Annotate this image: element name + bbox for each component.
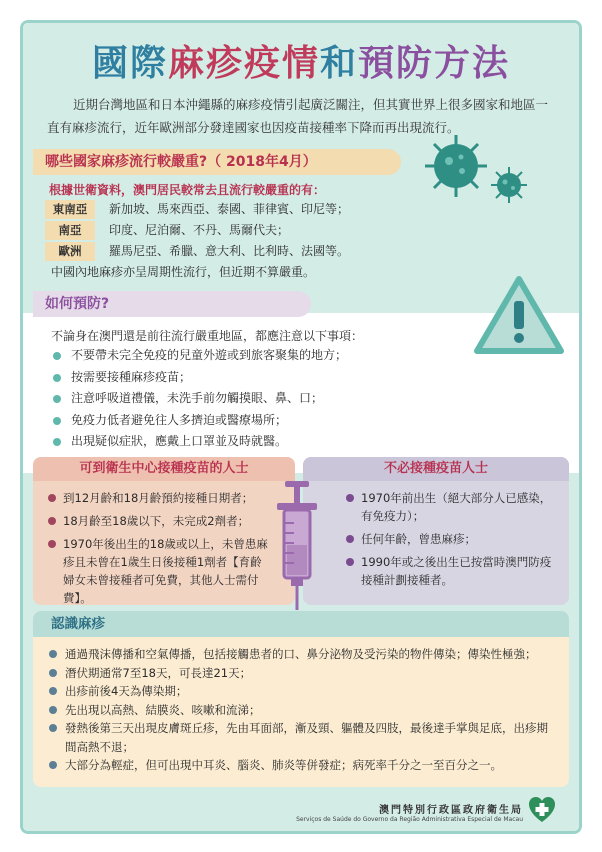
- no-vaccinate-title: 不必接種疫苗人士: [303, 457, 569, 481]
- vaccinate-list: [47, 489, 269, 612]
- no-vaccinate-box: [303, 457, 569, 605]
- health-bureau-logo-icon: [527, 795, 557, 825]
- footer-org-zh: 澳門特別行政區政府衛生局: [379, 805, 523, 816]
- intro-paragraph: 近期台灣地區和日本沖繩縣的麻疹疫情引起廣泛關注，但其實世界上很多國家和地區一直有麻疹流行，近年歐洲部分發達國家也因疫苗接種率下降而再出現流行。: [47, 97, 549, 135]
- list-item: 出現疑似症狀，應戴上口罩並及時就醫。: [51, 431, 347, 453]
- vaccinate-title: 可到衛生中心接種疫苗的人士: [33, 457, 295, 481]
- prevention-lead: 不論身在澳門還是前往流行嚴重地區，都應注意以下事項：: [51, 329, 364, 343]
- list-item: 不要帶未完全免疫的兒童外遊或到旅客聚集的地方；: [51, 345, 347, 367]
- know-title: 認識麻疹: [33, 611, 569, 637]
- list-item: 先出現以高熱、結膜炎、咳嗽和流涕；: [47, 701, 557, 720]
- list-item: 18月齡至18歲以下，未完成2劑者；: [47, 512, 269, 530]
- know-list: [47, 645, 557, 775]
- list-item: 任何年齡，曾患麻疹；: [345, 530, 559, 548]
- know-measles-section: [33, 611, 569, 787]
- list-item: 發熱後第三天出現皮膚斑丘疹，先由耳面部，漸及頸、軀體及四肢，最後達手掌與足底，出疹期間高熱不退；: [47, 719, 557, 756]
- list-item: 出疹前後4天為傳染期；: [47, 682, 557, 701]
- prevention-list: [51, 345, 347, 453]
- vaccinate-box: [33, 457, 295, 605]
- region-countries: 新加坡、馬來西亞、泰國、菲律賓、印尼等；: [109, 202, 350, 216]
- section-heading-severity: 哪些國家麻疹流行較嚴重?（ 2018年4月）: [33, 149, 401, 175]
- region-tag: 南亞: [45, 221, 95, 240]
- region-countries: 印度、尼泊爾、不丹、馬爾代夫；: [109, 223, 290, 237]
- virus-small-icon: [489, 165, 529, 205]
- footer-org-pt: Serviços de Saúde do Governo da Região Administrativa Especial de Macau: [296, 816, 523, 823]
- region-tag: 歐洲: [45, 242, 95, 261]
- list-item: 大部分為輕症，但可出現中耳炎、腦炎、肺炎等併發症；病死率千分之一至百分之一。: [47, 756, 557, 775]
- virus-icon: [421, 131, 491, 201]
- list-item: 通過飛沫傳播和空氣傳播，包括接觸患者的口、鼻分泌物及受污染的物件傳染；傳染性極強；: [47, 645, 557, 664]
- list-item: 1990年或之後出生已按當時澳門防疫接種計劃接種者。: [345, 553, 559, 589]
- list-item: 1970年前出生（絕大部分人已感染，有免疫力）；: [345, 489, 559, 525]
- region-tag: 東南亞: [45, 200, 95, 219]
- syringe-icon: [273, 479, 321, 611]
- section-heading-prevention: 如何預防?: [33, 291, 311, 317]
- poster-frame: [20, 20, 582, 834]
- list-item: 按需要接種麻疹疫苗；: [51, 367, 347, 389]
- list-item: 潛伏期通常7至18天，可長達21天；: [47, 664, 557, 683]
- page-title: 國際麻疹疫情和預防方法: [91, 43, 511, 84]
- no-vaccinate-list: [345, 489, 559, 594]
- list-item: 1970年後出生的18歲或以上，未曾患麻疹且未曾在1歲生日後接種1劑者【育齡婦女未曾接種者可免費，其他人士需付費】。: [47, 535, 269, 607]
- china-note: 中國內地麻疹亦呈周期性流行，但近期不算嚴重。: [51, 265, 316, 279]
- warning-icon: [473, 275, 565, 355]
- region-countries: 羅馬尼亞、希臘、意大利、比利時、法國等。: [109, 244, 350, 258]
- list-item: 免疫力低者避免往人多擠迫或醫療場所；: [51, 410, 347, 432]
- list-item: 注意呼吸道禮儀，未洗手前勿觸摸眼、鼻、口；: [51, 388, 347, 410]
- list-item: 到12月齡和18月齡預約接種日期者；: [47, 489, 269, 507]
- severity-lead: 根據世衛資料，澳門居民較常去且流行較嚴重的有：: [49, 183, 326, 197]
